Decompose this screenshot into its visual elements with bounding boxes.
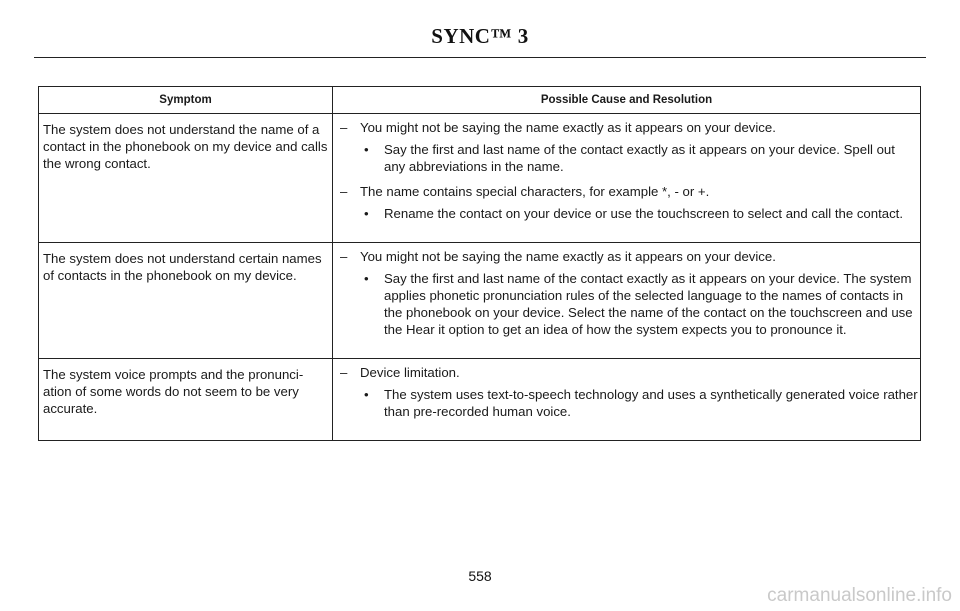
bullet-icon: • xyxy=(364,206,369,221)
resolution-cell xyxy=(333,114,921,243)
resolution-cell xyxy=(333,359,921,441)
bullet-icon: • xyxy=(364,142,369,157)
symptom-cell: The system does not understand the name of a contact in the phonebook on my device and calls the wrong contact. xyxy=(39,114,333,243)
resolution-action xyxy=(340,205,918,222)
cause-text: The name contains special characters, for example *, - or +. xyxy=(360,184,710,199)
column-header-symptom: Symptom xyxy=(39,87,333,114)
action-text: Say the first and last name of the contact exactly as it appears on your device. The system applies phonetic pronunciation rules of the selected language to the names of contacts in the phonebook on your device. Select the name of the contact on the touchscreen and use the Hear it option to get an idea of how the system expects you to pronounce it. xyxy=(384,271,913,337)
page-number: 558 xyxy=(468,568,492,584)
dash-marker: – xyxy=(340,184,348,199)
action-text: The system uses text-to-speech technology and uses a synthetically generated voice rather than pre-recorded human voice. xyxy=(384,387,918,419)
watermark: carmanualsonline.info xyxy=(767,585,952,606)
column-header-resolution: Possible Cause and Resolution xyxy=(333,87,921,114)
dash-marker: – xyxy=(340,120,348,135)
resolution-action xyxy=(340,141,918,175)
table-row xyxy=(39,114,921,243)
cause-item xyxy=(340,364,918,381)
resolution-action xyxy=(340,386,918,420)
table-row xyxy=(39,359,921,441)
cause-text: Device limitation. xyxy=(360,365,460,380)
table-body xyxy=(39,114,921,441)
dash-marker: – xyxy=(340,249,348,264)
resolution-action xyxy=(340,270,918,338)
dash-marker: – xyxy=(340,365,348,380)
page-title: SYNC™ 3 xyxy=(431,24,529,48)
bullet-icon: • xyxy=(364,271,369,286)
table-row xyxy=(39,243,921,359)
troubleshooting-table xyxy=(38,86,921,441)
cause-item xyxy=(340,119,918,136)
cause-text: You might not be saying the name exactly as it appears on your device. xyxy=(360,120,776,135)
resolution-cell xyxy=(333,243,921,359)
cause-item xyxy=(340,248,918,265)
header-divider xyxy=(34,57,926,58)
cause-text: You might not be saying the name exactly as it appears on your device. xyxy=(360,249,776,264)
action-text: Rename the contact on your device or use the touchscreen to select and call the contact. xyxy=(384,206,904,221)
bullet-icon: • xyxy=(364,387,369,402)
cause-item xyxy=(340,183,918,200)
action-text: Say the first and last name of the contact exactly as it appears on your device. Spell out any abbreviations in the name. xyxy=(384,142,895,174)
symptom-cell: The system voice prompts and the pronunci-ation of some words do not seem to be very accurate. xyxy=(39,359,333,441)
symptom-cell: The system does not understand certain names of contacts in the phonebook on my device. xyxy=(39,243,333,359)
table-header-row xyxy=(39,87,921,114)
